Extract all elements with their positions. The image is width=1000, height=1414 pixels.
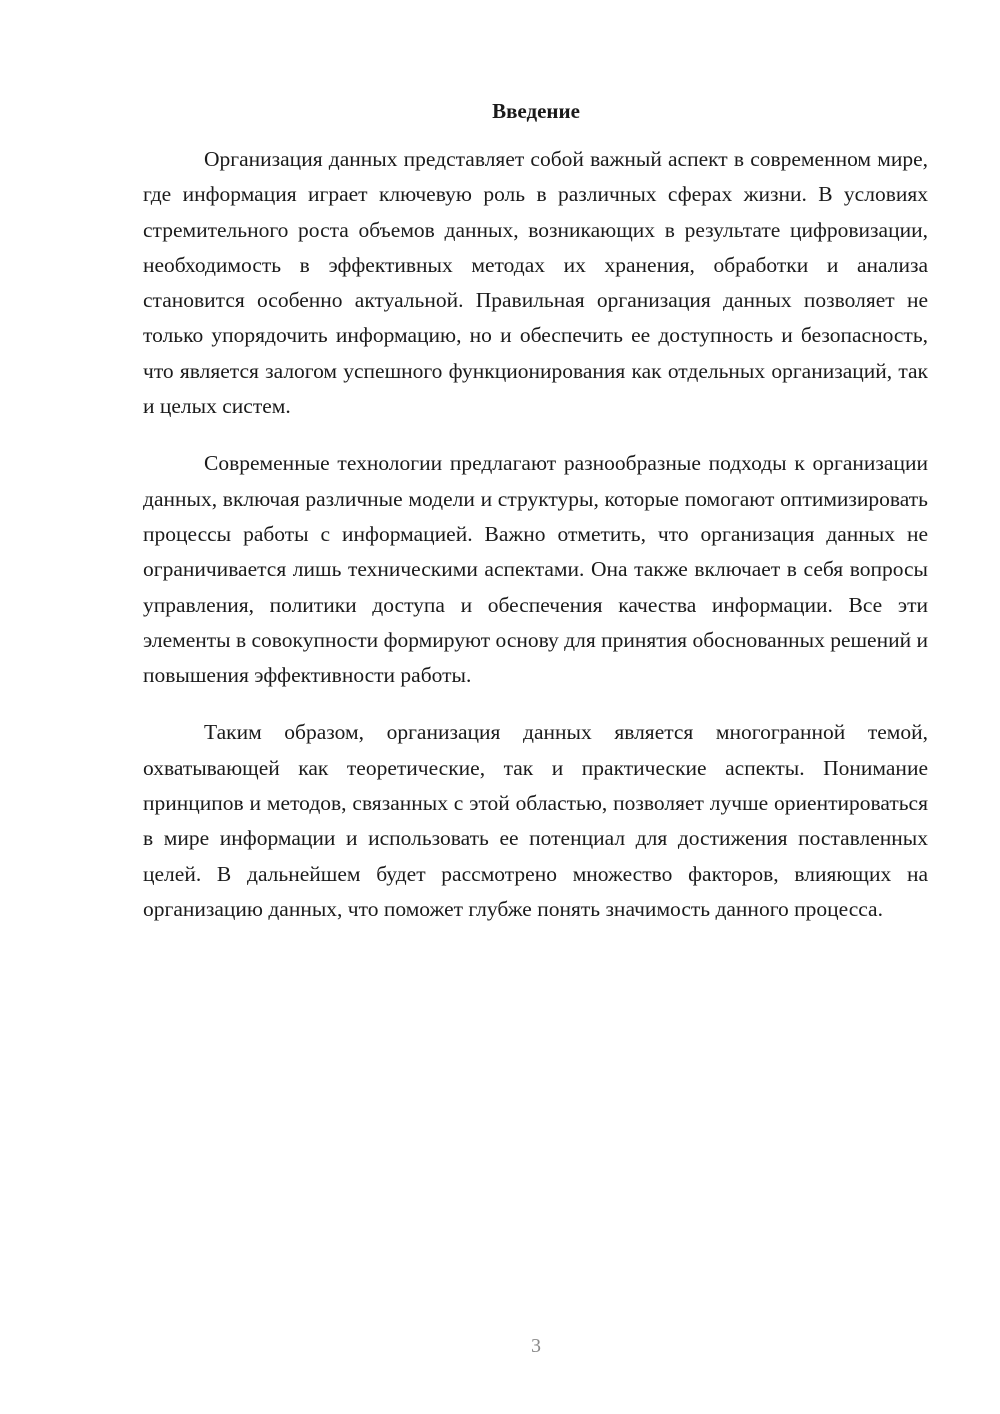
body-text [143, 142, 928, 949]
paragraph-3: Таким образом, организация данных является многогранной темой, охватывающей как теоретические, так и практические аспекты. Понимание принципов и методов, связанных с этой областью, позволяет лучше ориентироваться в мире информации и использовать ее потенциал для достижения поставленных целей. В дальнейшем будет рассмотрено множество факторов, влияющих на организацию данных, что поможет глубже понять значимость данного процесса. [143, 720, 928, 921]
page-number: 3 [531, 1335, 541, 1357]
page-title: Введение [492, 99, 580, 123]
paragraph-2: Современные технологии предлагают разнообразные подходы к организации данных, включая различные модели и структуры, которые помогают оптимизировать процессы работы с информацией. Важно отметить, что организация данных не ограничивается лишь техническими аспектами. Она также включает в себя вопросы управления, политики доступа и обеспечения качества информации. Все эти элементы в совокупности формируют основу для принятия обоснованных решений и повышения эффективности работы. [143, 451, 928, 688]
paragraph-1: Организация данных представляет собой важный аспект в современном мире, где информация играет ключевую роль в различных сферах жизни. В условиях стремительного роста объемов данных, возникающих в результате цифровизации, необходимость в эффективных методах их хранения, обработки и анализа становится особенно актуальной. Правильная организация данных позволяет не только упорядочить информацию, но и обеспечить ее доступность и безопасность, что является залогом успешного функционирования как отдельных организаций, так и целых систем. [143, 147, 928, 419]
